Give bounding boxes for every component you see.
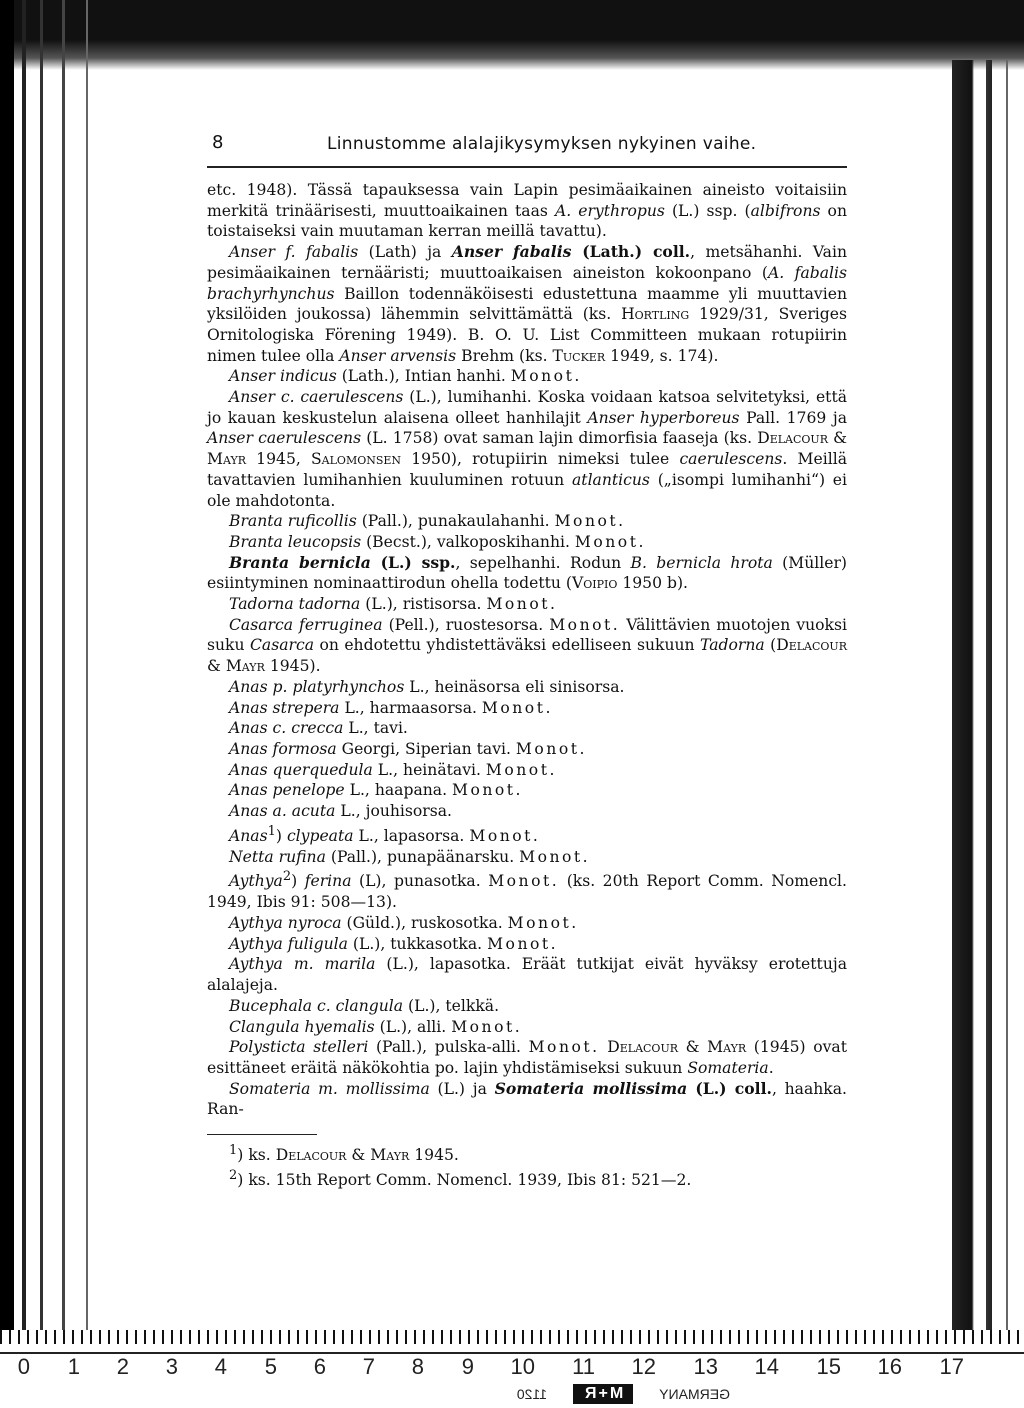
species-entry: Aythya fuligula (L.), tukkasotka. Monot. xyxy=(229,934,559,953)
paragraph: etc. 1948). Tässä tapauksessa vain Lapin pesimäaikainen aineisto voitaisiin merkitä trinäärisesti, muuttoaikainen taas A. erythropus (L.) ssp. (albifrons on toistaiseksi vain muutaman kerran meillä tavattu). xyxy=(207,181,847,241)
species-entry: Aythya m. marila (L.), lapasotka. Eräät tutkijat eivät hyväksy erotettuja alalajeja. xyxy=(207,955,847,995)
ruler-number: 16 xyxy=(878,1354,903,1379)
species-entry: Anas formosa Georgi, Siperian tavi. Monot. xyxy=(229,739,587,758)
species-entry: Anas a. acuta L., jouhisorsa. xyxy=(229,802,453,821)
ruler-number: 4 xyxy=(215,1354,228,1379)
ruler-number: 7 xyxy=(362,1354,376,1379)
species-entry: Anas strepera L., harmaasorsa. Monot. xyxy=(229,698,553,717)
ruler-model: 1120 xyxy=(516,1386,547,1402)
running-title: Linnustomme alalajikysymyksen nykyinen vaihe. xyxy=(327,134,757,154)
species-entry: Somateria m. mollissima (L.) ja Somateria mollissima (L.) coll., haahka. Ran- xyxy=(207,1078,848,1119)
ruler-number: 14 xyxy=(755,1354,780,1379)
species-entry: Clangula hyemalis (L.), alli. Monot. xyxy=(229,1017,523,1036)
species-entry: Anas$^1$) clypeata L., lapasorsa. Monot. xyxy=(229,823,541,845)
species-entry: Netta rufina (Pall.), punapäänarsku. Monot. xyxy=(229,847,591,866)
footnote: $^1$) ks. Delacour & Mayr 1945. xyxy=(229,1143,459,1165)
ruler-number: 2 xyxy=(116,1354,129,1379)
species-entry: Anser c. caerulescens (L.), lumihanhi. Koska voidaan katsoa selvitetyksi, että jo kauan keskustelun alaisena olleet hanhilajit Anser hyperboreus Pall. 1769 ja Anser caerulescens (L. 1758) ovat saman lajin dimorfisia faaseja (ks. Delacour & Mayr 1945, Salomonsen 1950), rotupiirin nimeksi tulee caerulescens. Meillä tavattavien lumihanhien kuuluminen rotuun atlanticus („isompi lumihanhi“) ei ole mahdotonta. xyxy=(207,388,848,510)
species-entry: Anas penelope L., haapana. Monot. xyxy=(229,781,524,800)
ruler-number: 6 xyxy=(313,1354,326,1379)
species-entry: Casarca ferruginea (Pell.), ruostesorsa. Monot. Välittävien muotojen vuoksi suku Casarca on ehdotettu yhdistettäväksi edelliseen sukuun Tadorna (Delacour & Mayr 1945). xyxy=(207,615,847,676)
footnote-rule xyxy=(207,1134,317,1135)
ruler-ticks xyxy=(0,1330,1024,1344)
footnote: $^2$) ks. 15th Report Comm. Nomencl. 1939, Ibis 81: 521—2. xyxy=(229,1167,692,1190)
species-entry: Anas p. platyrhynchos L., heinäsorsa eli sinisorsa. xyxy=(229,677,625,696)
ruler-number: 11 xyxy=(572,1354,595,1379)
scan-border-left xyxy=(0,0,100,1330)
ruler-number: 15 xyxy=(816,1354,841,1379)
species-entry: Anas querquedula L., heinätavi. Monot. xyxy=(229,760,557,779)
species-entry: Anas c. crecca L., tavi. xyxy=(229,719,408,738)
scan-border-top xyxy=(0,0,1024,70)
page-number: 8 xyxy=(212,132,224,153)
ruler-number: 8 xyxy=(412,1354,425,1379)
ruler-number: 12 xyxy=(632,1354,657,1379)
ruler-logo: M+R xyxy=(573,1384,633,1404)
ruler-number: 3 xyxy=(165,1354,179,1379)
ruler-number: 5 xyxy=(264,1354,277,1379)
page-header xyxy=(207,128,847,168)
ruler-country: GERMANY xyxy=(659,1386,730,1402)
ruler-numbers xyxy=(0,1354,1024,1384)
species-entry: Anser indicus (Lath.), Intian hanhi. Monot. xyxy=(229,367,582,386)
species-entry: Bucephala c. clangula (L.), telkkä. xyxy=(229,996,500,1015)
ruler-number: 1 xyxy=(67,1354,80,1379)
species-entry: Aythya nyroca (Güld.), ruskosotka. Monot. xyxy=(229,913,579,932)
ruler-number: 10 xyxy=(510,1354,536,1379)
species-entry: Tadorna tadorna (L.), ristisorsa. Monot. xyxy=(229,595,558,614)
ruler-number: 17 xyxy=(939,1354,964,1379)
species-entry: Branta bernicla (L.) ssp., sepelhanhi. Rodun B. bernicla hrota (Müller) esiintyminen nominaattirodun ohella todettu (Voipio 1950 b). xyxy=(207,552,847,593)
species-entry: Aythya$^2$) ferina (L), punasotka. Monot. (ks. 20th Report Comm. Nomencl. 1949, Ibis 91: 508—13). xyxy=(207,869,847,912)
species-entry: Polysticta stelleri (Pall.), pulska-alli. Monot. Delacour & Mayr (1945) ovat esittäneet eräitä näkökohtia po. lajin yhdistämiseksi sukuun Somateria. xyxy=(207,1038,847,1077)
scan-border-right xyxy=(928,60,1024,1330)
page-body xyxy=(207,180,847,1191)
species-entry: Branta ruficollis (Pall.), punakaulahanhi. Monot. xyxy=(229,512,626,531)
species-entry: Branta leucopsis (Becst.), valkoposkihanhi. Monot. xyxy=(229,532,646,551)
ruler-brand xyxy=(330,1382,730,1406)
ruler-number: 9 xyxy=(461,1354,474,1379)
species-entry: Anser f. fabalis (Lath) ja Anser fabalis (Lath.) coll., metsähanhi. Vain pesimäaikainen ternääristi; muuttoaikaisen aineiston kokoonpano (A. fabalis brachyrhynchus Baillon todennäköisesti edustettuna maamme yli muuttavien yksilöiden joukossa) lähemmin selvittämättä (ks. Hortling 1929/31, Sveriges Ornitologiska Förening 1949). B. O. U. List Committeen mukaan rotupiirin nimen tulee olla Anser arvensis Brehm (ks. Tucker 1949, s. 174). xyxy=(207,242,848,365)
ruler-number: 13 xyxy=(693,1354,718,1379)
scan-ruler xyxy=(0,1330,1024,1408)
ruler-number: 0 xyxy=(18,1354,31,1379)
